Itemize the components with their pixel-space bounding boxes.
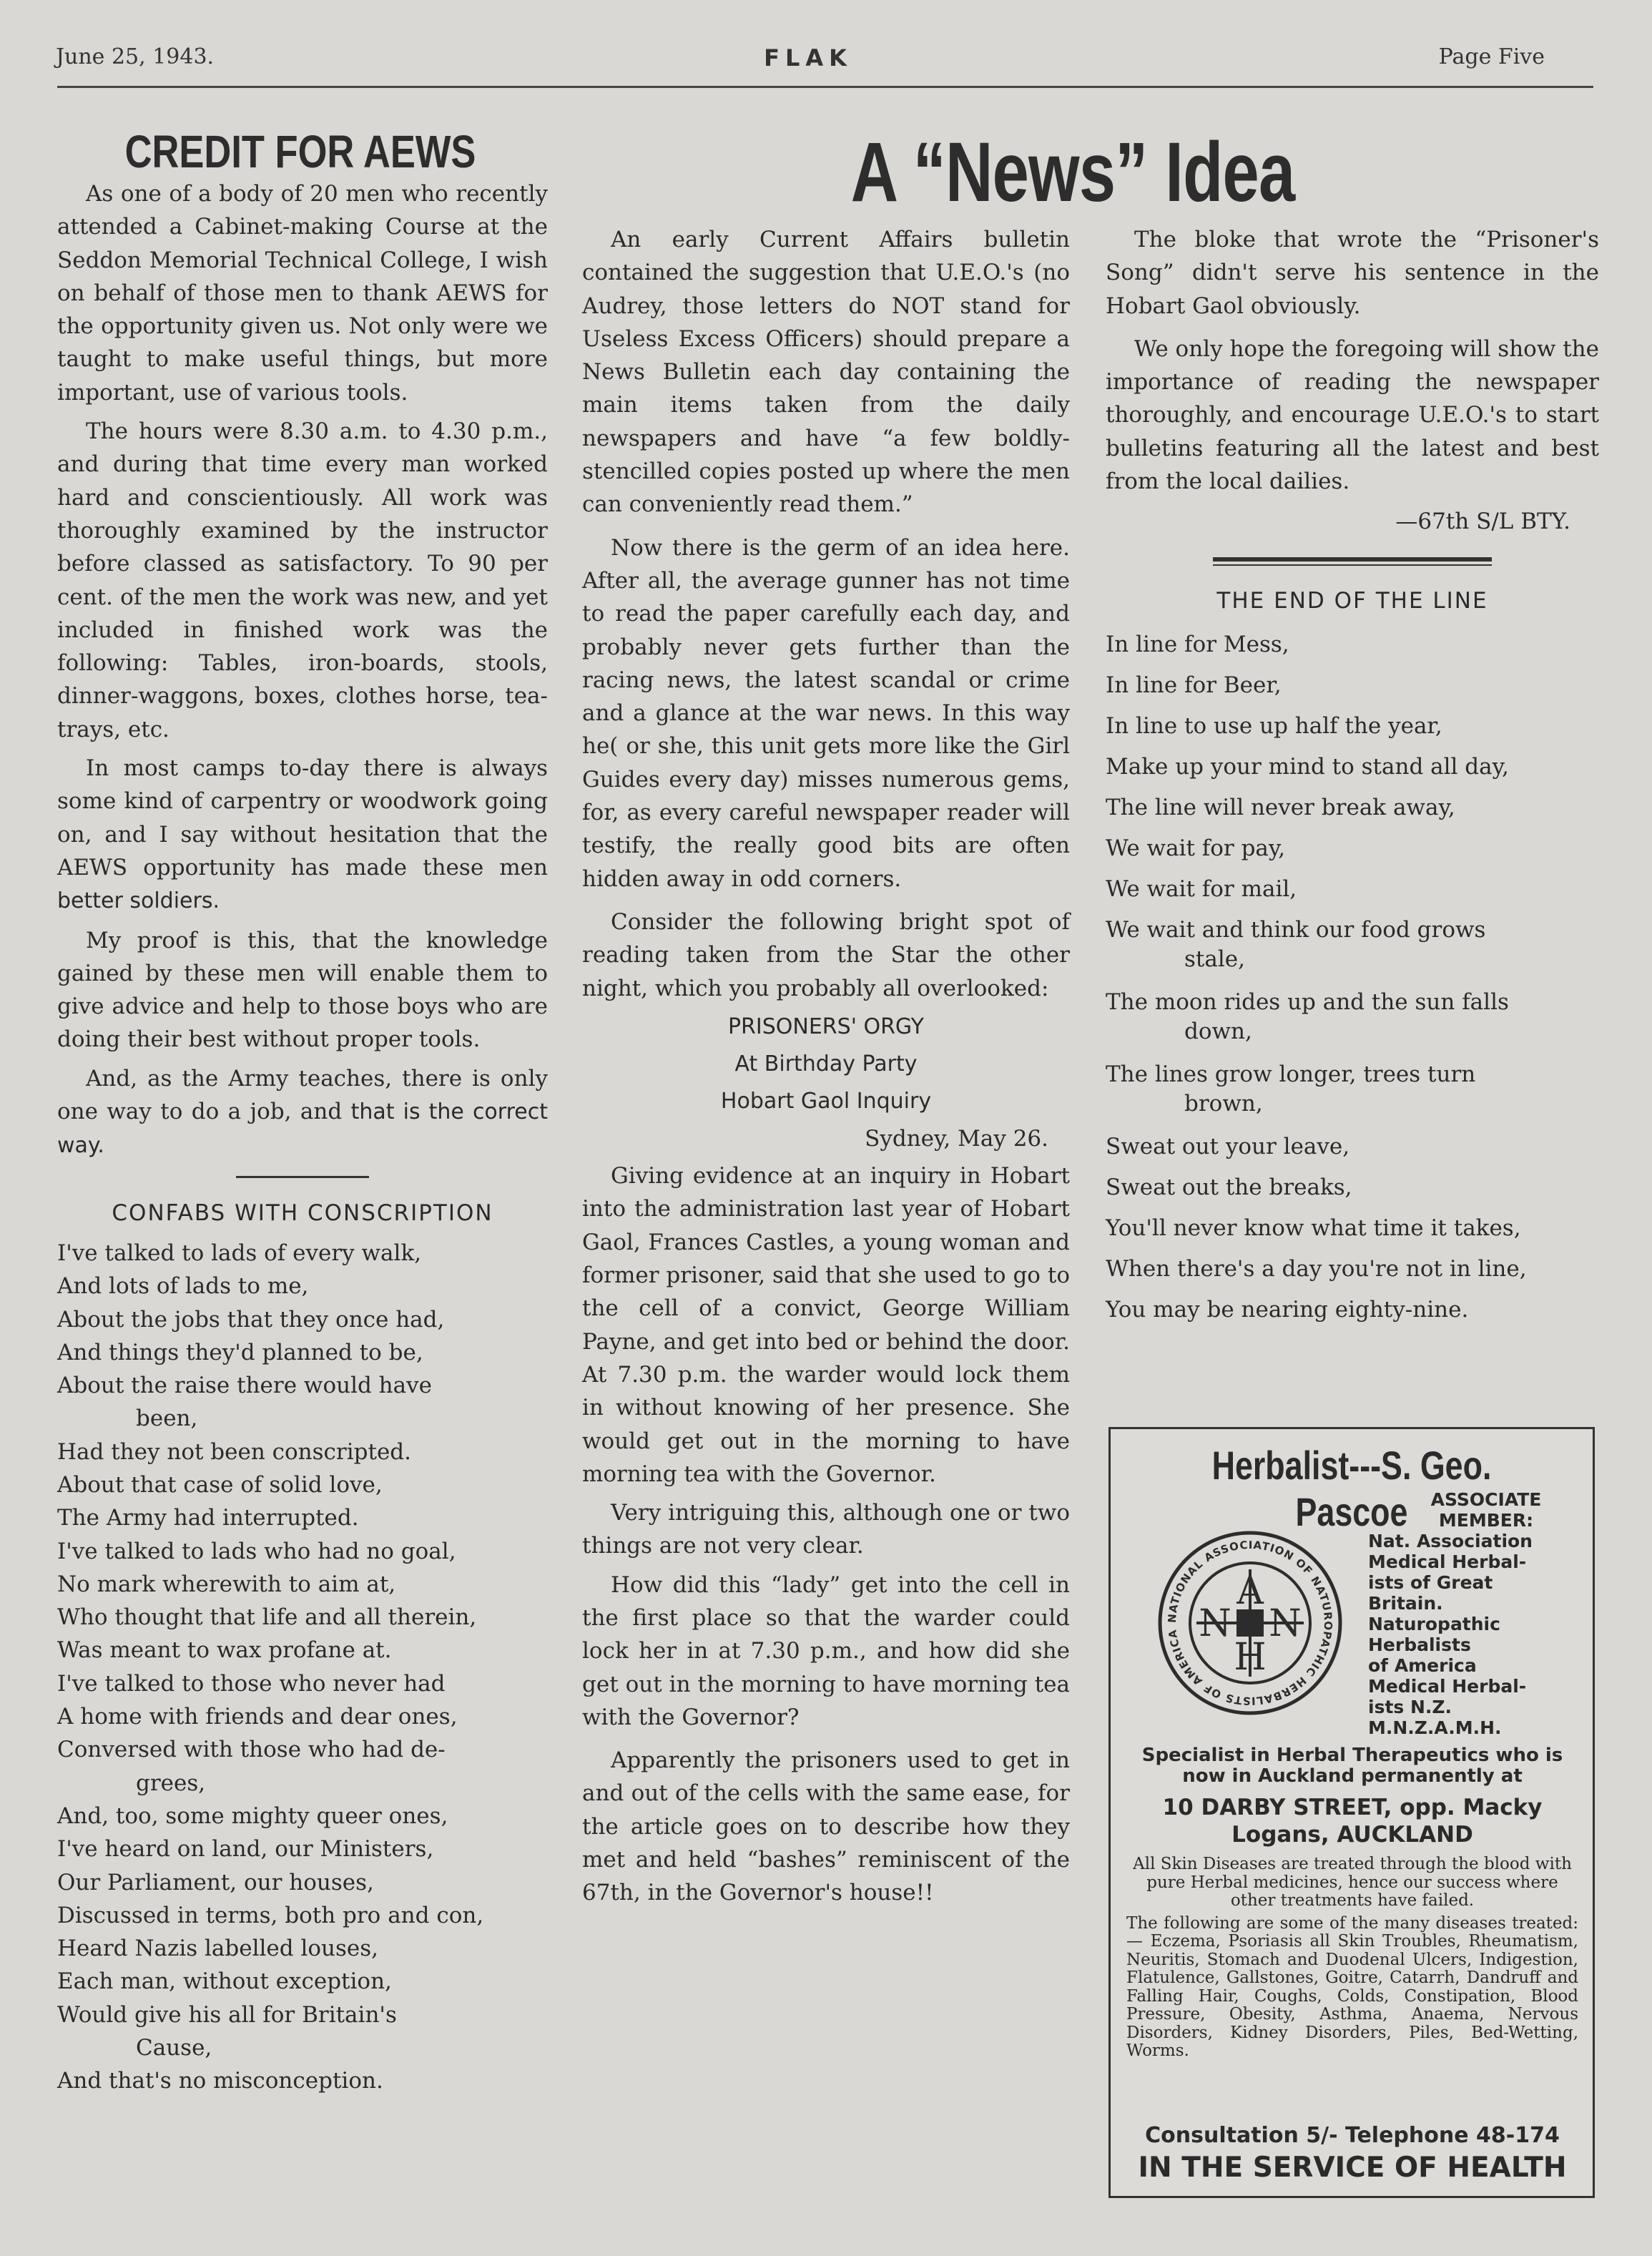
ad-specialist-line: Specialist in Herbal Therapeutics who is now in Auckland permanently at [1141,1745,1563,1787]
confabs-poem [57,1237,548,2098]
news-paragraph: The bloke that wrote the “Prisoner's Song” didn't serve his sentence in the Hobart Gaol obviously. [1106,227,1599,319]
middle-column [582,223,1070,1916]
credit-title: CREDIT FOR AEWS [124,126,476,177]
poem-line: You'll never know what time it takes, [1106,1215,1521,1241]
news-idea-title: A “News” Idea [850,125,1295,220]
credit-paragraph: My proof is this, that the knowledge gained by these men will enable them to give advice and help to those boys who are doing their best without proper tools. [57,927,548,1053]
poem-line: I've talked to those who never had [57,1670,446,1697]
svg-text:N: N [1269,1602,1302,1645]
poem-line: Each man, without exception, [57,1968,392,1995]
signature: —67th S/L BTY. [1395,509,1570,535]
poem-line: And that's no misconception. [57,2068,383,2094]
svg-text:H: H [1234,1636,1267,1679]
poem-line: been, [136,1406,198,1432]
poem-line: Heard Nazis labelled louses, [57,1936,379,1962]
poem-line: Sweat out the breaks, [1106,1174,1352,1200]
poem-line: When there's a day you're not in line, [1106,1255,1527,1282]
poem-line: Would give his all for Britain's [57,2001,397,2028]
poem-line: You may be nearing eighty-nine. [1106,1296,1469,1323]
poem-line: Our Parliament, our houses, [57,1869,374,1895]
clipping-paragraph: Giving evidence at an inquiry in Hobart into the administration last year of Hobart Gaol, Frances Castles, a young woman and former prisoner, said that she used to go to the cell of a convict, George William Payne, and get into bed or behind the door. At 7.30 p.m. the warder would lock them in without knowing of her presence. She would get out in the morning to have morning tea with the Governor. [582,1163,1070,1487]
svg-text:NATIONAL ASSOCIATION OF NATURO: NATIONAL ASSOCIATION OF NATUROPATHIC HERBALISTS OF AMERICA [1165,1538,1335,1708]
clipping-subhead: At Birthday Party [734,1051,918,1076]
news-paragraph: An early Current Affairs bulletin contained the suggestion that U.E.O.'s (no Audrey, those letters do NOT stand for Useless Excess Officers) should prepare a News Bulletin each day containing the main items taken from the daily newspapers and have “a few boldly-stencilled copies posted up where the men can conveniently read them.” [582,227,1070,518]
poem-line: Cause, [136,2035,212,2061]
poem-line: brown, [1184,1090,1263,1117]
poem-line: I've talked to lads of every walk, [57,1240,422,1266]
membership-heading: ASSOCIATE MEMBER: [1430,1489,1542,1531]
association-seal-icon [1156,1529,1344,1717]
credit-paragraph: The hours were 8.30 a.m. to 4.30 p.m., and during that time every man worked hard and conscientiously. All work was thoroughly examined by the instructor before classed as satisfactory. To 90 per cent. of the men the work was new, and yet included in finished work was the following: Tables, iron-boards, stools, dinner-waggons, boxes, clothes horse, tea-trays, etc. [57,418,548,742]
poem-line: Sweat out your leave, [1106,1133,1350,1159]
poem-line: Was meant to wax profane at. [57,1637,392,1664]
poem-line: And, too, some mighty queer ones, [57,1803,448,1829]
issue-date: June 25, 1943. [56,44,215,69]
membership-line: Medical Herbal- [1368,1676,1527,1697]
herbalist-advertisement [1108,1427,1595,2198]
membership-line: Herbalists [1368,1634,1471,1655]
confabs-title: CONFABS WITH CONSCRIPTION [112,1200,493,1226]
poem-line: About the jobs that they once had, [57,1306,445,1333]
poem-line: Conversed with those who had de- [57,1737,446,1763]
poem-line: And lots of lads to me, [57,1273,309,1300]
membership-line: Britain. [1368,1593,1443,1614]
credit-paragraph: And, as the Army teaches, there is only one way to do a job, and that is the correct way. [57,1065,548,1159]
credit-emphasis: that is the correct way. [57,1099,548,1159]
news-paragraph: Apparently the prisoners used to get in and out of the cells with the same ease, for the article goes on to describe how they met and held “bashes” reminiscent of the 67th, in the Governor's house!! [582,1747,1070,1906]
membership-line: ists N.Z. [1368,1697,1452,1717]
poem-line: Who thought that life and all therein, [57,1604,477,1631]
clipping-subhead: Hobart Gaol Inquiry [720,1088,932,1114]
poem-line: In line for Beer, [1106,672,1282,698]
poem-line: grees, [136,1770,206,1796]
credit-paragraph: As one of a body of 20 men who recently attended a Cabinet-making Course at the Seddon Memorial Technical College, I wish on behalf of those men to thank AEWS for the opportunity given us. Not only were we taught to make useful things, but more important, use of various tools. [57,181,548,406]
left-column [57,177,548,2098]
poem-line: A home with friends and dear ones, [57,1704,458,1730]
poem-line: Make up your mind to stand all day, [1106,753,1509,780]
poem-line: The moon rides up and the sun falls [1106,989,1509,1015]
poem-line: We wait for pay, [1106,835,1286,861]
membership-line: Naturopathic [1368,1614,1500,1634]
poem-line: I've talked to lads who had no goal, [57,1538,456,1564]
news-paragraph: Consider the following bright spot of reading taken from the Star the other night, which you probably all overlooked: [582,908,1070,1001]
poem-line: The Army had interrupted. [57,1505,359,1531]
right-column [1106,223,1599,1330]
clipping-headline: PRISONERS' ORGY [727,1014,925,1039]
poem-line: Discussed in terms, both pro and con, [57,1902,484,1928]
end-of-line-title: THE END OF THE LINE [1216,587,1488,614]
section-divider [1213,557,1492,566]
ad-consultation: Consultation 5/- Telephone 48-174 [1145,2123,1560,2148]
poem-line: We wait for mail, [1106,876,1297,902]
news-paragraph: Now there is the germ of an idea here. After all, the average gunner has not time to read the paper carefully each day, and probably never gets further than the racing news, the latest scandal or crime and a glance at the war news. In this way he( or she, this unit gets more like the Girl Guides every day) misses numerous gems, for, as every careful newspaper reader will testify, the really good bits are often hidden away in odd corners. [582,534,1070,892]
section-divider [236,1176,369,1178]
poem-line: Had they not been conscripted. [57,1438,411,1465]
ad-body-paragraph: The following are some of the many diseases treated:— Eczema, Psoriasis all Skin Troubles, Rheumatism, Neuritis, Stomach and Duodenal Ulcers, Indigestion, Flatulence, Gallstones, Goitre, Catarrh, Dandruff and Falling Hair, Coughs, Colds, Constipation, Blood Pressure, Obesity, Asthma, Anaema, Nervous Disorders, Kidney Disorders, Piles, Bed-Wetting, Worms. [1126,1913,1578,2060]
news-paragraph: Very intriguing this, although one or two things are not very clear. [582,1500,1070,1559]
news-paragraph: How did this “lady” get into the cell in the first place so that the warder could lock her in at 7.30 p.m., and how did she get out in the morning to have morning tea with the Governor? [582,1571,1070,1730]
poem-line: The lines grow longer, trees turn [1106,1061,1476,1087]
membership-line: ists of Great [1368,1572,1493,1593]
svg-text:A: A [1236,1570,1264,1613]
clipping-dateline: Sydney, May 26. [865,1125,1048,1152]
membership-line: of America [1368,1655,1477,1676]
membership-line: Medical Herbal- [1368,1551,1527,1572]
ad-address: 10 DARBY STREET, opp. Macky Logans, AUCKLAND [1162,1795,1543,1848]
poem-line: In line to use up half the year, [1106,712,1442,739]
poem-line: I've heard on land, our Ministers, [57,1836,434,1863]
poem-line: About the raise there would have [57,1373,432,1399]
poem-line: No mark wherewith to aim at, [57,1571,396,1597]
poem-line: About that case of solid love, [57,1471,383,1498]
poem-line: stale, [1184,946,1245,972]
end-of-line-poem [1106,624,1599,1330]
membership-line: Nat. Association [1368,1531,1533,1551]
membership-line: M.N.Z.A.M.H. [1368,1717,1502,1738]
ad-title: Herbalist---S. Geo. Pascoe [1211,1443,1492,1534]
poem-line: And things they'd planned to be, [57,1339,423,1365]
ad-membership [1368,1489,1583,1738]
ad-body-paragraph: All Skin Diseases are treated through the blood with pure Herbal medicines, hence our success where other treatments have failed. [1133,1855,1572,1910]
page-number: Page Five [1438,44,1545,69]
poem-line: We wait and think our food grows [1106,916,1486,943]
credit-paragraph: In most camps to-day there is always some kind of carpentry or woodwork going on, and I say without hesitation that the AEWS opportunity has made these men better soldiers. [57,755,548,914]
poem-line: down, [1184,1018,1252,1044]
svg-text:N: N [1199,1602,1231,1645]
credit-emphasis: better soldiers. [57,888,220,914]
ad-body [1126,1855,1578,2061]
news-paragraph: We only hope the foregoing will show the importance of reading the newspaper thoroughly, and encourage U.E.O.'s to start bulletins featuring all the latest and best from the local dailies. [1106,335,1599,495]
header-rule [57,86,1593,88]
poem-line: In line for Mess, [1106,631,1289,657]
poem-line: The line will never break away, [1106,794,1455,820]
ad-slogan: IN THE SERVICE OF HEALTH [1138,2152,1567,2184]
masthead: FLAK [764,44,852,72]
